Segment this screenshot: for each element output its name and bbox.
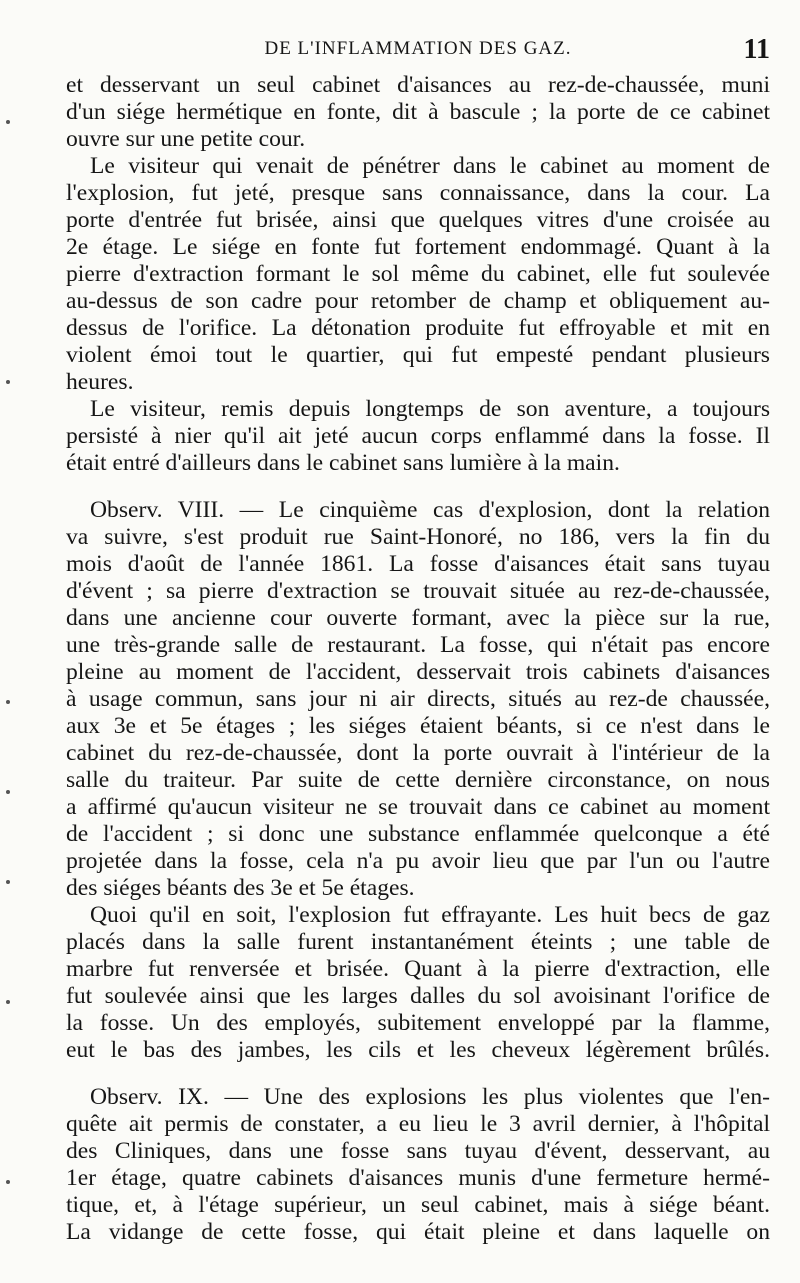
text-line: heures. <box>66 369 134 395</box>
text-line: ouvre sur une petite cour. <box>66 126 306 152</box>
text-line: l'explosion, fut jeté, presque sans connaissance, dans la cour. La <box>66 180 770 206</box>
text-line: de l'accident ; si donc une substance enflammée quelconque a été <box>66 821 770 847</box>
page-header <box>66 34 770 64</box>
text-line: porte d'entrée fut brisée, ainsi que quelques vitres d'une croisée au <box>66 207 770 233</box>
text-line: Observ. IX. — Une des explosions les plus violentes que l'en- <box>90 1084 770 1110</box>
text-line: tique, et, à l'étage supérieur, un seul cabinet, mais à siége béant. <box>66 1192 770 1218</box>
text-line: Le visiteur qui venait de pénétrer dans le cabinet au moment de <box>90 153 770 179</box>
text-line: cabinet du rez-de-chaussée, dont la porte ouvrait à l'intérieur de la <box>66 740 770 766</box>
text-line: et desservant un seul cabinet d'aisances au rez-de-chaussée, muni <box>66 72 770 98</box>
page-number: 11 <box>743 34 770 65</box>
text-line: était entré d'ailleurs dans le cabinet sans lumière à la main. <box>66 450 620 476</box>
text-line: projetée dans la fosse, cela n'a pu avoir lieu que par l'un ou l'autre <box>66 848 770 874</box>
text-line: pleine au moment de l'accident, desservait trois cabinets d'aisances <box>66 659 770 685</box>
text-line: d'évent ; sa pierre d'extraction se trouvait située au rez-de-chaussée, <box>66 578 770 604</box>
text-line: une très-grande salle de restaurant. La fosse, qui n'était pas encore <box>66 632 770 658</box>
text-line: d'un siége hermétique en fonte, dit à bascule ; la porte de ce cabinet <box>66 99 770 125</box>
text-line: dessus de l'orifice. La détonation produite fut effroyable et mit en <box>66 315 770 341</box>
text-line: violent émoi tout le quartier, qui fut empesté pendant plusieurs <box>66 342 770 368</box>
text-line: aux 3e et 5e étages ; les siéges étaient béants, si ce n'est dans le <box>66 713 770 739</box>
text-line: La vidange de cette fosse, qui était pleine et dans laquelle on <box>66 1219 770 1245</box>
text-line: a affirmé qu'aucun visiteur ne se trouvait dans ce cabinet au moment <box>66 794 770 820</box>
text-line: 1er étage, quatre cabinets d'aisances munis d'une fermeture hermé- <box>66 1165 770 1191</box>
text-line: mois d'août de l'année 1861. La fosse d'aisances était sans tuyau <box>66 551 770 577</box>
text-line: au-dessus de son cadre pour retomber de champ et obliquement au- <box>66 288 770 314</box>
text-line: marbre fut renversée et brisée. Quant à la pierre d'extraction, elle <box>66 956 770 982</box>
text-line: placés dans la salle furent instantanément éteints ; une table de <box>66 929 770 955</box>
body-text <box>66 72 770 1246</box>
text-line: 2e étage. Le siége en fonte fut fortement endommagé. Quant à la <box>66 234 770 260</box>
text-line: Observ. VIII. — Le cinquième cas d'explosion, dont la relation <box>90 497 770 523</box>
text-line: Le visiteur, remis depuis longtemps de son aventure, a toujours <box>90 396 770 422</box>
text-line: eut le bas des jambes, les cils et les cheveux légèrement brûlés. <box>66 1037 770 1063</box>
running-title: DE L'INFLAMMATION DES GAZ. <box>264 38 572 59</box>
margin-marks <box>0 0 20 1283</box>
text-line: quête ait permis de constater, a eu lieu le 3 avril dernier, à l'hôpital <box>66 1111 770 1137</box>
text-line: pierre d'extraction formant le sol même du cabinet, elle fut soulevée <box>66 261 770 287</box>
text-line: la fosse. Un des employés, subitement enveloppé par la flamme, <box>66 1010 770 1036</box>
text-line: dans une ancienne cour ouverte formant, avec la pièce sur la rue, <box>66 605 770 631</box>
text-line: à usage commun, sans jour ni air directs, situés au rez-de chaussée, <box>66 686 770 712</box>
text-line: persisté à nier qu'il ait jeté aucun corps enflammé dans la fosse. Il <box>66 423 770 449</box>
text-line: des siéges béants des 3e et 5e étages. <box>66 875 415 901</box>
text-line: va suivre, s'est produit rue Saint-Honoré, no 186, vers la fin du <box>66 524 770 550</box>
text-line: fut soulevée ainsi que les larges dalles du sol avoisinant l'orifice de <box>66 983 770 1009</box>
text-line: des Cliniques, dans une fosse sans tuyau d'évent, desservant, au <box>66 1138 770 1164</box>
text-line: salle du traiteur. Par suite de cette dernière circonstance, on nous <box>66 767 770 793</box>
text-line: Quoi qu'il en soit, l'explosion fut effrayante. Les huit becs de gaz <box>90 902 770 928</box>
